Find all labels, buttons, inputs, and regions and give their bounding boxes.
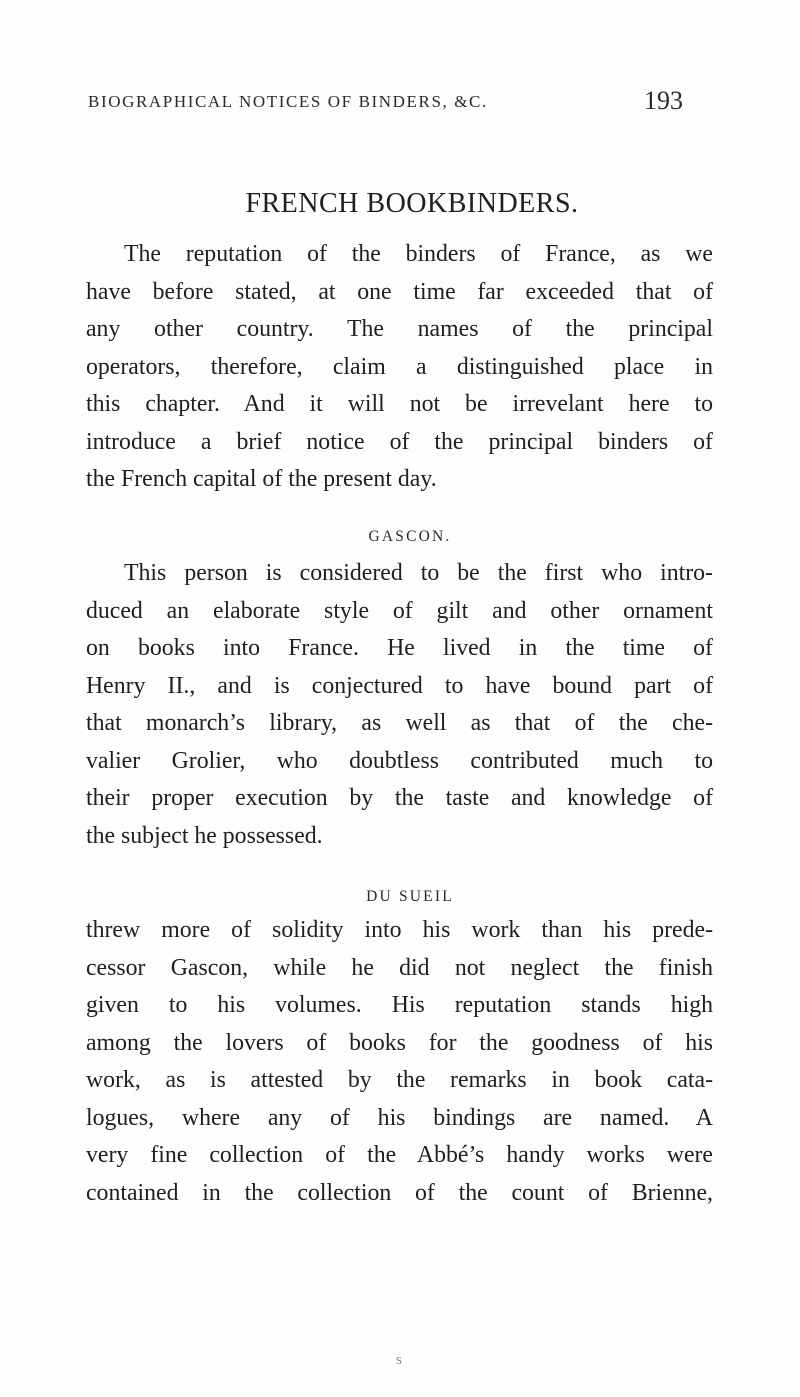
paragraph-line: have before stated, at one time far exceeded that of — [86, 278, 713, 305]
paragraph-line: on books into France. He lived in the time of — [86, 635, 713, 661]
signature-mark: s — [396, 1352, 402, 1368]
paragraph-line: the French capital of the present day. — [86, 466, 437, 492]
running-head — [88, 88, 683, 118]
paragraph-line: The reputation of the binders of France, as we — [124, 241, 713, 267]
paragraph-line: work, as is attested by the remarks in book cata- — [86, 1067, 713, 1093]
paragraph-line: operators, therefore, claim a distinguished place in — [86, 353, 713, 380]
paragraph-line: given to his volumes. His reputation stands high — [86, 992, 713, 1018]
gascon-paragraph — [86, 555, 713, 855]
paragraph-line: threw more of solidity into his work than his prede- — [86, 917, 713, 943]
paragraph-line: very fine collection of the Abbé’s handy works were — [86, 1142, 713, 1168]
paragraph-line: valier Grolier, who doubtless contributed much to — [86, 747, 713, 774]
paragraph-line: Henry II., and is conjectured to have bound part of — [86, 672, 713, 699]
paragraph-line: duced an elaborate style of gilt and other ornament — [86, 597, 713, 624]
paragraph-line: this chapter. And it will not be irrevelant here to — [86, 391, 713, 417]
page-number: 193 — [644, 86, 683, 115]
paragraph-line: cessor Gascon, while he did not neglect the finish — [86, 954, 713, 981]
intro-paragraph — [86, 236, 713, 499]
subheading-du-sueil: DU SUEIL — [366, 888, 454, 905]
paragraph-line: the subject he possessed. — [86, 822, 323, 849]
paragraph-line: their proper execution by the taste and knowledge of — [86, 785, 713, 811]
paragraph-line: any other country. The names of the principal — [86, 316, 713, 342]
paragraph-line: logues, where any of his bindings are named. A — [86, 1104, 713, 1131]
paragraph-line: that monarch’s library, as well as that of the che- — [86, 710, 713, 736]
paragraph-line: contained in the collection of the count of Brienne, — [86, 1179, 713, 1206]
paragraph-line: introduce a brief notice of the principal binders of — [86, 428, 713, 455]
subheading-gascon: GASCON. — [368, 528, 452, 545]
paragraph-line: among the lovers of books for the goodness of his — [86, 1029, 713, 1056]
running-title: BIOGRAPHICAL NOTICES OF BINDERS, &C. — [88, 92, 488, 111]
paragraph-line: This person is considered to be the first who intro- — [124, 560, 713, 586]
du-sueil-paragraph — [86, 912, 713, 1212]
section-title: FRENCH BOOKBINDERS. — [245, 188, 579, 219]
